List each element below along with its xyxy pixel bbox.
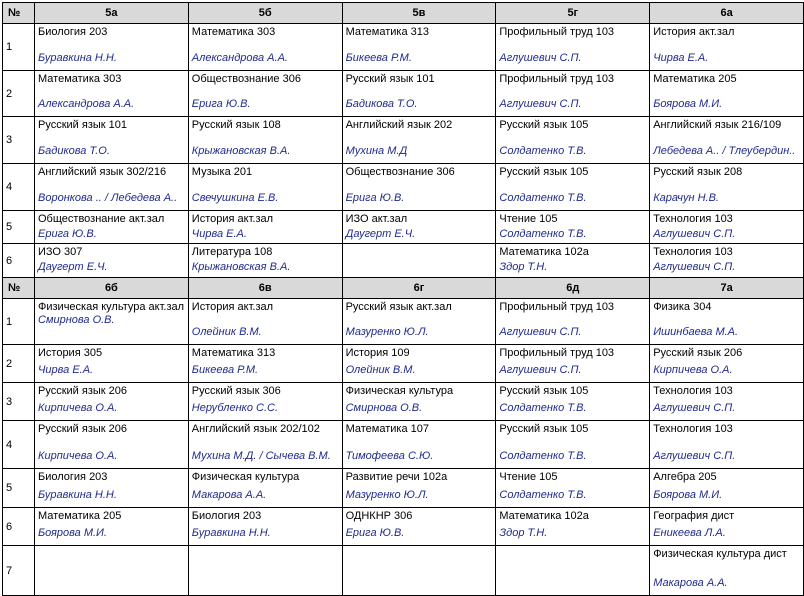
subject: История акт.зал (191, 301, 274, 313)
lesson-number-header: № (3, 278, 35, 299)
subject: Чтение 105 (499, 213, 558, 225)
lesson-cell (188, 117, 342, 164)
lesson-cell (650, 164, 804, 211)
lesson-cell (188, 24, 342, 71)
subject: Русский язык акт.зал (345, 301, 452, 313)
subject: Физическая культура (345, 385, 454, 397)
subject: Русский язык 306 (191, 385, 281, 397)
lesson-cell (496, 244, 650, 278)
teacher: Макарова А.А. (653, 577, 728, 589)
teacher: Солдатенко Т.В. (499, 192, 587, 204)
teacher: Боярова М.И. (653, 98, 723, 110)
teacher: Крыжановская В.А. (191, 261, 291, 273)
lesson-cell (650, 469, 804, 508)
lesson-cell (650, 345, 804, 383)
teacher: Аглушевич С.П. (499, 364, 582, 376)
subject: Профильный труд 103 (499, 347, 615, 359)
subject: Физика 304 (653, 301, 712, 313)
teacher: Мазуренко Ю.Л. (345, 489, 429, 501)
lesson-number: 2 (3, 345, 35, 383)
lesson-cell (342, 469, 496, 508)
subject: Технология 103 (653, 423, 733, 435)
teacher: Боярова М.И. (653, 489, 723, 501)
lesson-row (3, 345, 804, 383)
lesson-cell (496, 345, 650, 383)
teacher: Аглушевич С.П. (499, 98, 582, 110)
lesson-cell (188, 421, 342, 469)
lesson-cell (496, 508, 650, 546)
lesson-cell (342, 508, 496, 546)
teacher: Аглушевич С.П. (653, 402, 736, 414)
subject: География дист (653, 510, 735, 522)
lesson-cell (650, 508, 804, 546)
schedule-table (2, 2, 804, 596)
teacher: Крыжановская В.А. (191, 145, 291, 157)
class-header: 6б (35, 278, 189, 299)
teacher: Даугерт Е.Ч. (345, 228, 416, 240)
class-header: 5а (35, 3, 189, 24)
subject: Обществознание 306 (191, 73, 301, 85)
lesson-number: 3 (3, 383, 35, 421)
header-row (3, 3, 804, 24)
teacher: Боярова М.И. (38, 527, 107, 539)
lesson-cell (35, 383, 189, 421)
subject: Физическая культура (191, 471, 300, 483)
subject: ИЗО 307 (38, 246, 83, 258)
lesson-row (3, 211, 804, 244)
teacher: Чирва Е.А. (38, 364, 94, 376)
lesson-cell (650, 383, 804, 421)
lesson-row (3, 299, 804, 345)
teacher: Бикеева Р.М. (191, 364, 259, 376)
lesson-cell (188, 299, 342, 345)
subject: Английский язык 216/109 (653, 119, 782, 131)
teacher: Кирпичева О.А. (38, 450, 118, 462)
teacher: Здор Т.Н. (499, 261, 548, 273)
lesson-number: 1 (3, 299, 35, 345)
teacher: Ерига Ю.В. (345, 192, 405, 204)
subject: Русский язык 208 (653, 166, 743, 178)
lesson-row (3, 383, 804, 421)
teacher: Ишинбаева М.А. (653, 326, 739, 338)
teacher: Лебедева А.. / Тлеубердин.. (653, 145, 796, 157)
teacher: Свечушкина Е.В. (191, 192, 279, 204)
teacher: Мухина М.Д (345, 145, 408, 157)
teacher: Буравкина Н.Н. (38, 489, 117, 501)
teacher: Чирва Е.А. (191, 228, 247, 240)
class-header: 5в (342, 3, 496, 24)
lesson-row (3, 164, 804, 211)
lesson-cell (650, 244, 804, 278)
class-header: 5г (496, 3, 650, 24)
teacher: Бадикова Т.О. (345, 98, 418, 110)
class-header: 6а (650, 3, 804, 24)
teacher: Буравкина Н.Н. (191, 527, 271, 539)
lesson-cell (35, 211, 189, 244)
lesson-cell (35, 71, 189, 117)
lesson-number: 5 (3, 469, 35, 508)
lesson-cell (188, 508, 342, 546)
teacher: Аглушевич С.П. (653, 261, 736, 273)
lesson-cell (35, 546, 189, 596)
subject: Биология 203 (38, 26, 108, 38)
subject: Физическая культура дист (653, 548, 787, 560)
lesson-cell (496, 117, 650, 164)
subject: Математика 205 (38, 510, 122, 522)
lesson-cell (342, 211, 496, 244)
subject: Русский язык 105 (499, 119, 589, 131)
subject: Русский язык 206 (653, 347, 743, 359)
teacher: Солдатенко Т.В. (499, 145, 587, 157)
subject: Обществознание 306 (345, 166, 455, 178)
teacher: Мухина М.Д. / Сычева В.М. (191, 450, 331, 462)
subject: Алгебра 205 (653, 471, 717, 483)
lesson-cell (188, 244, 342, 278)
teacher: Воронкова .. / Лебедева А.. (38, 192, 178, 204)
lesson-cell (496, 299, 650, 345)
lesson-number-header: № (3, 3, 35, 24)
lesson-cell (342, 71, 496, 117)
teacher: Смирнова О.В. (345, 402, 423, 414)
lesson-cell (35, 345, 189, 383)
lesson-row (3, 117, 804, 164)
lesson-cell (35, 469, 189, 508)
lesson-cell (496, 546, 650, 596)
lesson-cell (188, 164, 342, 211)
class-header: 5б (188, 3, 342, 24)
subject: Русский язык 105 (499, 423, 589, 435)
teacher: Аглушевич С.П. (499, 52, 582, 64)
lesson-cell (342, 244, 496, 278)
lesson-cell (650, 24, 804, 71)
lesson-cell (342, 299, 496, 345)
subject: Русский язык 206 (38, 385, 127, 397)
subject: Математика 303 (191, 26, 276, 38)
lesson-row (3, 244, 804, 278)
subject: Английский язык 202 (345, 119, 453, 131)
subject: История 109 (345, 347, 410, 359)
subject: Русский язык 108 (191, 119, 281, 131)
lesson-cell (188, 211, 342, 244)
lesson-number: 5 (3, 211, 35, 244)
teacher: Бадикова Т.О. (38, 145, 110, 157)
teacher: Ерига Ю.В. (345, 527, 405, 539)
subject: Физическая культура акт.зал (38, 301, 185, 313)
lesson-row (3, 508, 804, 546)
subject: ИЗО акт.зал (345, 213, 408, 225)
teacher: Здор Т.Н. (499, 527, 548, 539)
lesson-cell (496, 211, 650, 244)
lesson-cell (496, 469, 650, 508)
subject: Английский язык 202/102 (191, 423, 320, 435)
teacher: Олейник В.М. (345, 364, 416, 376)
subject: Профильный труд 103 (499, 26, 615, 38)
lesson-cell (35, 244, 189, 278)
teacher: Буравкина Н.Н. (38, 52, 117, 64)
subject: Профильный труд 103 (499, 301, 615, 313)
lesson-number: 6 (3, 244, 35, 278)
lesson-cell (188, 345, 342, 383)
teacher: Кирпичева О.А. (38, 402, 118, 414)
teacher: Бикеева Р.М. (345, 52, 412, 64)
lesson-row (3, 24, 804, 71)
teacher: Карачун Н.В. (653, 192, 719, 204)
lesson-cell (35, 508, 189, 546)
lesson-cell (188, 546, 342, 596)
lesson-cell (35, 421, 189, 469)
lesson-number: 4 (3, 421, 35, 469)
teacher: Аглушевич С.П. (499, 326, 582, 338)
teacher: Ерига Ю.В. (191, 98, 251, 110)
subject: Профильный труд 103 (499, 73, 615, 85)
subject: Математика 102а (499, 510, 589, 522)
subject: История акт.зал (653, 26, 735, 38)
lesson-cell (650, 546, 804, 596)
teacher: Еникеева Л.А. (653, 527, 726, 539)
class-header: 6г (342, 278, 496, 299)
subject: Математика 313 (345, 26, 429, 38)
lesson-cell (188, 71, 342, 117)
teacher: Аглушевич С.П. (653, 228, 736, 240)
lesson-cell (496, 71, 650, 117)
lesson-cell (35, 299, 189, 345)
subject: Обществознание акт.зал (38, 213, 165, 225)
subject: История 305 (38, 347, 103, 359)
teacher: Аглушевич С.П. (653, 450, 736, 462)
class-header: 7а (650, 278, 804, 299)
subject: Биология 203 (191, 510, 262, 522)
lesson-row (3, 421, 804, 469)
lesson-cell (496, 421, 650, 469)
lesson-cell (35, 24, 189, 71)
subject: Русский язык 101 (38, 119, 127, 131)
teacher: Смирнова О.В. (38, 314, 115, 326)
teacher: Кирпичева О.А. (653, 364, 733, 376)
lesson-row (3, 469, 804, 508)
schedule-body (3, 3, 804, 596)
teacher: Олейник В.М. (191, 326, 262, 338)
lesson-cell (342, 546, 496, 596)
subject: Биология 203 (38, 471, 108, 483)
teacher: Чирва Е.А. (653, 52, 709, 64)
teacher: Тимофеева С.Ю. (345, 450, 434, 462)
lesson-number: 2 (3, 71, 35, 117)
teacher: Ерига Ю.В. (38, 228, 97, 240)
subject: Русский язык 105 (499, 385, 589, 397)
subject: Английский язык 302/216 (38, 166, 167, 178)
subject: Музыка 201 (191, 166, 253, 178)
lesson-cell (188, 469, 342, 508)
lesson-cell (496, 24, 650, 71)
teacher: Нерубленко С.С. (191, 402, 279, 414)
lesson-row (3, 71, 804, 117)
teacher: Александрова А.А. (38, 98, 135, 110)
lesson-cell (342, 24, 496, 71)
subject: История акт.зал (191, 213, 274, 225)
teacher: Солдатенко Т.В. (499, 450, 587, 462)
teacher: Солдатенко Т.В. (499, 402, 587, 414)
lesson-cell (650, 421, 804, 469)
subject: Математика 107 (345, 423, 429, 435)
lesson-number: 1 (3, 24, 35, 71)
lesson-cell (496, 164, 650, 211)
lesson-cell (650, 117, 804, 164)
lesson-cell (650, 299, 804, 345)
header-row (3, 278, 804, 299)
teacher: Солдатенко Т.В. (499, 489, 587, 501)
subject: Технология 103 (653, 385, 733, 397)
subject: Математика 205 (653, 73, 737, 85)
lesson-cell (342, 164, 496, 211)
lesson-number: 7 (3, 546, 35, 596)
subject: Литература 108 (191, 246, 273, 258)
lesson-cell (650, 211, 804, 244)
subject: Технология 103 (653, 246, 733, 258)
lesson-cell (342, 345, 496, 383)
lesson-cell (342, 383, 496, 421)
lesson-number: 4 (3, 164, 35, 211)
class-header: 6д (496, 278, 650, 299)
lesson-row (3, 546, 804, 596)
teacher: Мазуренко Ю.Л. (345, 326, 429, 338)
lesson-cell (35, 117, 189, 164)
subject: ОДНКНР 306 (345, 510, 413, 522)
subject: Математика 303 (38, 73, 122, 85)
lesson-cell (650, 71, 804, 117)
lesson-cell (342, 421, 496, 469)
teacher: Солдатенко Т.В. (499, 228, 587, 240)
lesson-cell (342, 117, 496, 164)
class-header: 6в (188, 278, 342, 299)
lesson-number: 3 (3, 117, 35, 164)
teacher: Даугерт Е.Ч. (38, 261, 108, 273)
lesson-number: 6 (3, 508, 35, 546)
lesson-cell (188, 383, 342, 421)
subject: Русский язык 101 (345, 73, 435, 85)
subject: Русский язык 105 (499, 166, 589, 178)
teacher: Александрова А.А. (191, 52, 288, 64)
lesson-cell (496, 383, 650, 421)
subject: Математика 313 (191, 347, 276, 359)
lesson-cell (35, 164, 189, 211)
subject: Русский язык 206 (38, 423, 127, 435)
subject: Развитие речи 102а (345, 471, 448, 483)
subject: Технология 103 (653, 213, 733, 225)
teacher: Макарова А.А. (191, 489, 267, 501)
subject: Чтение 105 (499, 471, 558, 483)
subject: Математика 102а (499, 246, 589, 258)
